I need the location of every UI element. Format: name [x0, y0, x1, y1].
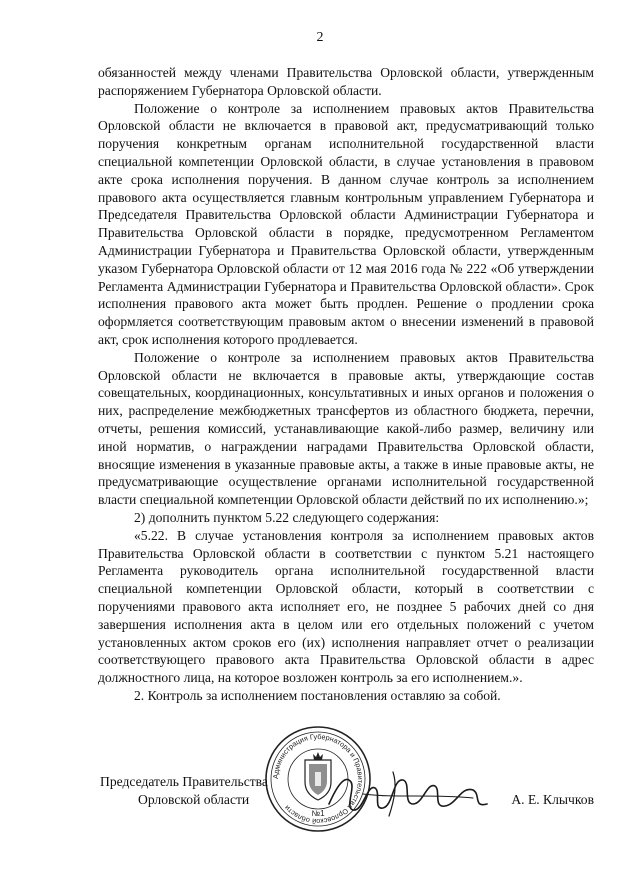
- seal-number: №1: [311, 809, 325, 818]
- paragraph-control-provision-1: Положение о контроле за исполнением правовых актов Правительства Орловской области не включается в правовой акт, предусматривающий только поручения конкретным органам исполнительной государственной власти специальной компетенции Орловской области, в случае установления в правовом акте срока исполнения поручения. В данном случае контроль за исполнением правового акта осуществляется главным контрольным управлением Губернатора и Председателя Правительства Орловской области Администрации Губернатора и Правительства Орловской области в порядке, предусмотренном Регламентом Администрации Губернатора и Правительства Орловской области, утвержденным указом Губернатора Орловской области от 12 мая 2016 года № 222 «Об утверждении Регламента Администрации Губернатора и Правительства Орловской области». Срок исполнения правового акта может быть продлен. Решение о продлении срока оформляется соответствующим правовым актом о внесении изменений в правовой акт, срок исполнения которого продлевается.: [98, 100, 594, 347]
- page-number: 2: [316, 30, 324, 45]
- document-body: [98, 64, 594, 705]
- handwritten-signature-icon: [323, 764, 503, 824]
- signature-block: [98, 731, 594, 846]
- signatory-position-line2: Орловской области: [138, 792, 250, 807]
- paragraph-clause-5-22: «5.22. В случае установления контроля за исполнением правовых актов Правительства Орловской области в соответствии с пунктом 5.21 настоящего Регламента руководитель органа исполнительной государственной власти специальной компетенции Орловской области, который в соответствии с поручениями правового акта исполняет его, не позднее 5 рабочих дней со дня завершения исполнения акта в целом или его отдельных положений с учетом установленных актом сроков его (их) исполнения направляет отчет о реализации соответствующего правового акта Правительства Орловской области в адрес должностного лица, на которое возложен контроль за его исполнением.».: [98, 527, 594, 686]
- seal-ring-text: Администрация Губернатора и Правительства Орловской области: [270, 731, 366, 827]
- paragraph-continuation: обязанностей между членами Правительства Орловской области, утвержденным распоряжением Губернатора Орловской области.: [98, 65, 594, 98]
- paragraph-control-retained: 2. Контроль за исполнением постановления оставляю за собой.: [134, 687, 501, 703]
- paragraph-control-provision-2: Положение о контроле за исполнением правовых актов Правительства Орловской области не включается в правовые акты, утверждающие состав совещательных, координационных, консультативных и иных органов и положения о них, распределение межбюджетных трансфертов из областного бюджета, перечни, отчеты, решения комиссий, устанавливающие какой-либо размер, величину или иной норматив, о награждении наградами Правительства Орловской области, вносящие изменения в указанные правовые акты, а также в иные правовые акты, не предусматривающие осуществление органами исполнительной государственной власти специальной компетенции Орловской области действий по их исполнению.»;: [98, 349, 594, 508]
- signatory-name: А. Е. Клычков: [511, 792, 594, 807]
- signatory-position-line1: Председатель Правительства: [100, 774, 268, 789]
- paragraph-amendment-item-2: 2) дополнить пунктом 5.22 следующего содержания:: [134, 509, 440, 525]
